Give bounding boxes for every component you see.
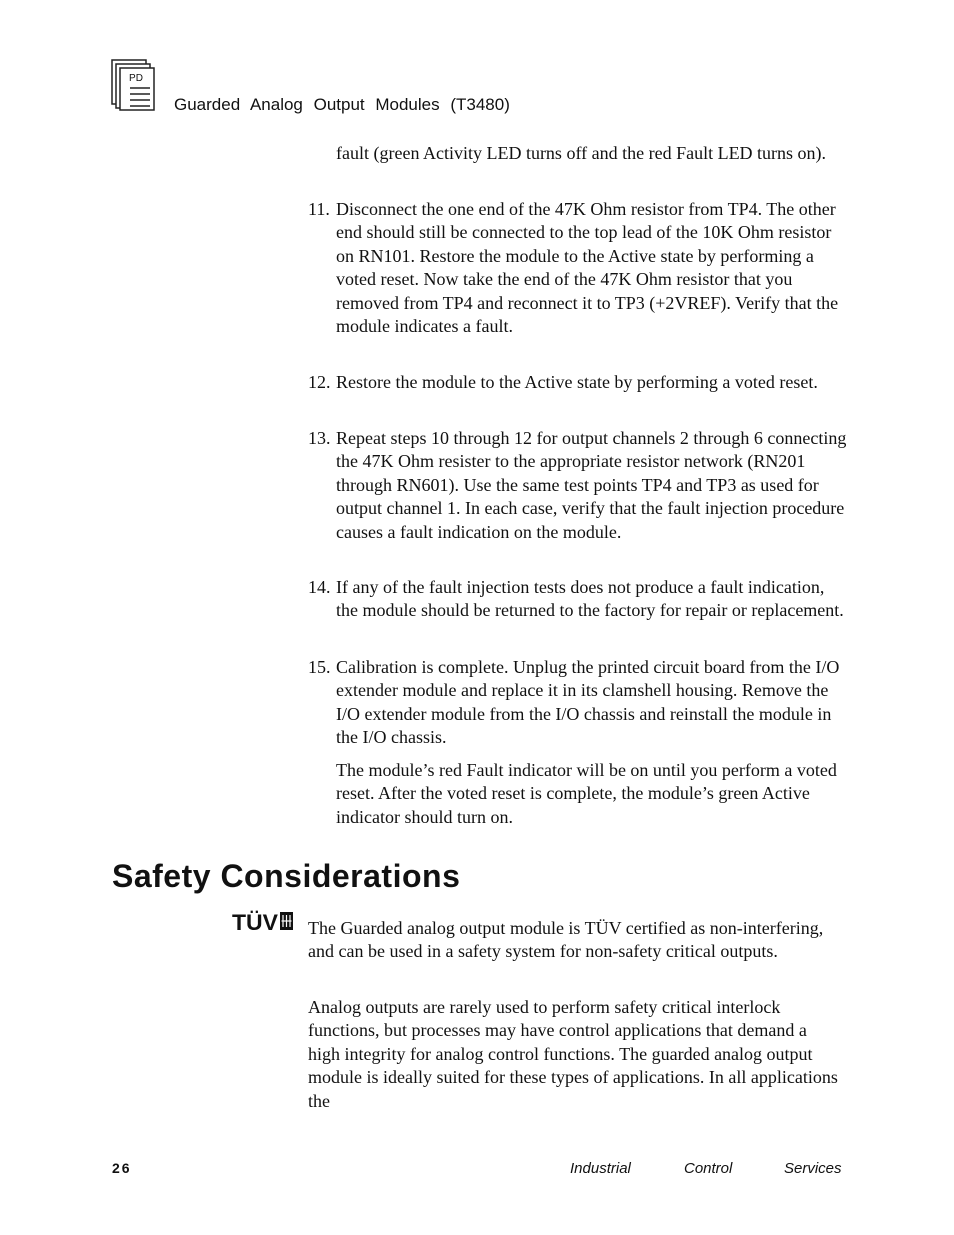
step-number: 13. xyxy=(308,428,331,448)
pd-logo-icon xyxy=(110,58,156,112)
step-text: If any of the fault injection tests does not produce a fault indication, the module should be returned to the factory for repair or replacement. xyxy=(336,577,844,621)
step-number: 15. xyxy=(308,657,331,677)
continuation-text: fault (green Activity LED turns off and the red Fault LED turns on). xyxy=(336,143,827,163)
page-header-title: Guarded Analog Output Modules (T3480) xyxy=(174,95,510,114)
footer-company-word-1: Industrial xyxy=(570,1160,631,1177)
tuv-logo-text: TÜV xyxy=(232,910,279,935)
step-number: 11. xyxy=(308,199,330,219)
footer-company-word-3: Services xyxy=(784,1160,842,1177)
safety-paragraph-2: Analog outputs are rarely used to perform safety critical interlock functions, but processes may have control applications that demand a high integrity for analog control functions. The guarded analog output module is ideally suited for these types of applications. In all applications the xyxy=(308,997,838,1111)
step-text: Restore the module to the Active state by performing a voted reset. xyxy=(336,372,818,392)
step-text: Disconnect the one end of the 47K Ohm resistor from TP4. The other end should still be connected to the top lead of the 10K Ohm resistor on RN101. Restore the module to the Active state by performing a voted reset. Now take the end of the 47K Ohm resistor that you removed from TP4 and reconnect it to TP3 (+2VREF). Verify that the module indicates a fault. xyxy=(336,199,839,337)
list-item xyxy=(308,198,848,338)
section-heading: Safety Considerations xyxy=(112,858,461,894)
list-item xyxy=(308,576,848,623)
list-item xyxy=(308,427,848,544)
step-text: Calibration is complete. Unplug the printed circuit board from the I/O extender module and replace it in its clamshell housing. Remove the I/O extender module from the I/O chassis and reinstall the module in the I/O chassis. xyxy=(336,657,840,748)
list-item xyxy=(308,371,848,394)
safety-paragraph-1: The Guarded analog output module is TÜV certified as non-interfering, and can be used in a safety system for non-safety critical outputs. xyxy=(308,918,824,962)
pd-logo-text: PD xyxy=(129,73,143,84)
step-number: 14. xyxy=(308,577,331,597)
tuv-logo-icon xyxy=(232,909,296,935)
page-number: 26 xyxy=(112,1160,132,1176)
step-text: Repeat steps 10 through 12 for output channels 2 through 6 connecting the 47K Ohm resister to the appropriate resistor network (RN201 through RN601). Use the same test points TP4 and TP3 as used for output channel 1. In each case, verify that the fault injection procedure causes a fault indication on the module. xyxy=(336,428,847,542)
note-paragraph: The module’s red Fault indicator will be on until you perform a voted reset. After the voted reset is complete, the module’s green Active indicator should turn on. xyxy=(336,760,837,827)
footer-company-word-2: Control xyxy=(684,1160,733,1177)
step-number: 12. xyxy=(308,372,331,392)
list-item xyxy=(308,656,848,750)
